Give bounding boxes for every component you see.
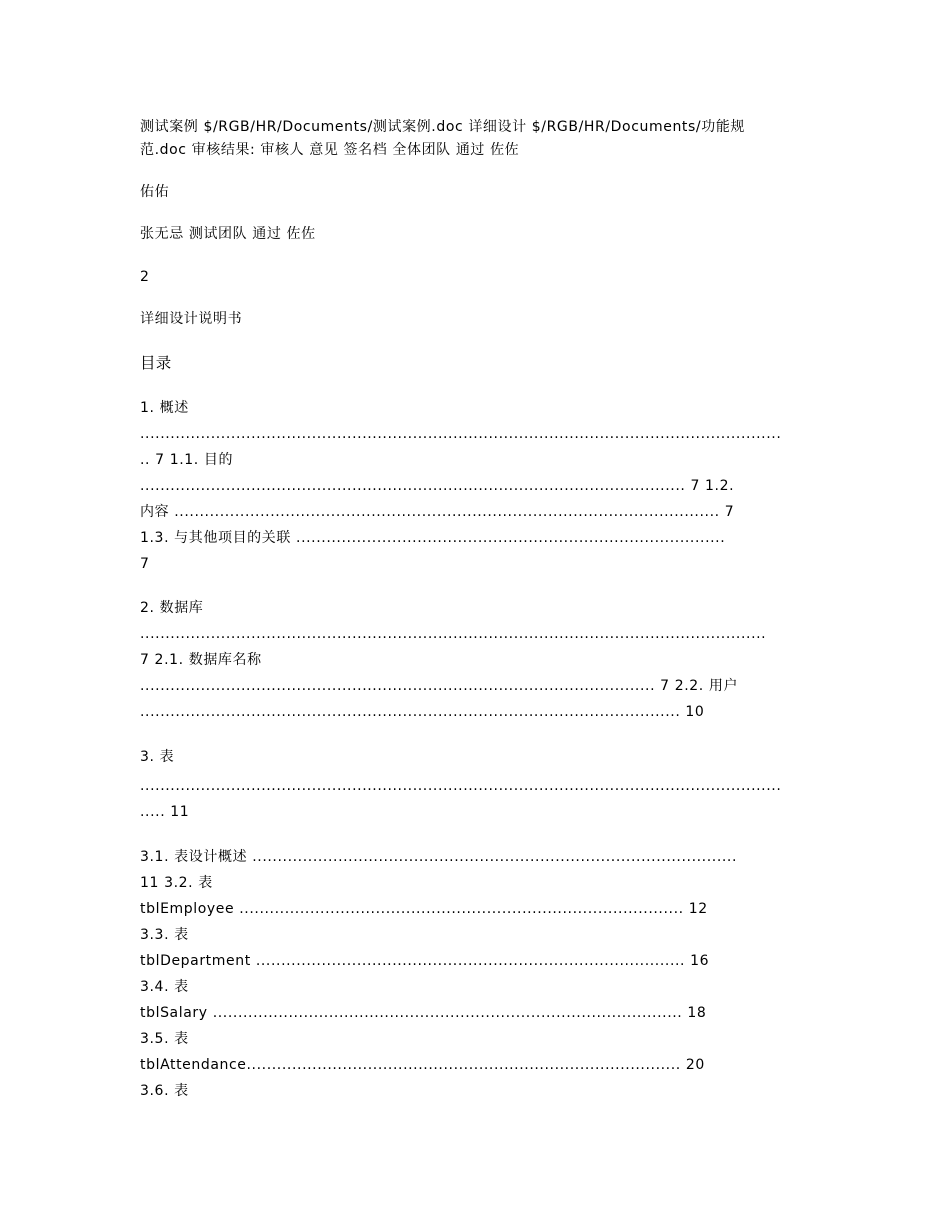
toc-entry: 11 3.2. 表 bbox=[140, 875, 213, 891]
toc-entry: 2. 数据库 bbox=[140, 600, 204, 616]
toc-entry: 7 bbox=[140, 556, 150, 572]
toc-entry: 7 2.1. 数据库名称 bbox=[140, 652, 262, 668]
toc-entry: tblEmployee ........................................................................................ 12 bbox=[140, 901, 708, 917]
toc-entry: 3.6. 表 bbox=[140, 1083, 189, 1099]
toc-entry: 3.3. 表 bbox=[140, 927, 189, 943]
toc-entry: ...................................................................................................... 7 2.2. 用户 bbox=[140, 678, 739, 694]
header-line-1: 测试案例 $/RGB/HR/Documents/测试案例.doc 详细设计 $/RGB/HR/Documents/功能规 bbox=[140, 119, 746, 135]
toc-entry: 1. 概述 bbox=[140, 400, 189, 416]
reviewer-line-2: 张无忌 测试团队 通过 佐佐 bbox=[140, 226, 316, 242]
page-number: 2 bbox=[140, 269, 150, 285]
toc-entry: .. 7 1.1. 目的 bbox=[140, 452, 234, 468]
header-line-2: 范.doc 审核结果: 审核人 意见 签名档 全体团队 通过 佐佐 bbox=[140, 142, 520, 158]
toc-entry: ............................................................................................................................ bbox=[140, 626, 767, 642]
toc-entry: tblAttendance...................................................................................... 20 bbox=[140, 1057, 705, 1073]
toc-heading: 目录 bbox=[140, 354, 172, 372]
toc-entry: 3.4. 表 bbox=[140, 979, 189, 995]
toc-entry: 1.3. 与其他项目的关联 ..................................................................................... bbox=[140, 530, 726, 546]
toc-entry: 内容 ............................................................................................................ 7 bbox=[140, 504, 735, 520]
toc-entry: 3. 表 bbox=[140, 749, 175, 765]
toc-entry: ............................................................................................................ 7 1.2. bbox=[140, 478, 735, 494]
toc-entry: ..... 11 bbox=[140, 804, 190, 820]
toc-entry: ............................................................................................................................... bbox=[140, 778, 782, 794]
toc-entry: ........................................................................................................... 10 bbox=[140, 704, 705, 720]
toc-entry: ............................................................................................................................... bbox=[140, 426, 782, 442]
reviewer-line-1: 佑佑 bbox=[140, 184, 170, 200]
toc-entry: tblDepartment ..................................................................................... 16 bbox=[140, 953, 710, 969]
document-title: 详细设计说明书 bbox=[140, 311, 243, 327]
toc-entry: 3.5. 表 bbox=[140, 1031, 189, 1047]
toc-entry: tblSalary ............................................................................................. 18 bbox=[140, 1005, 707, 1021]
toc-entry: 3.1. 表设计概述 ................................................................................................ bbox=[140, 849, 738, 865]
